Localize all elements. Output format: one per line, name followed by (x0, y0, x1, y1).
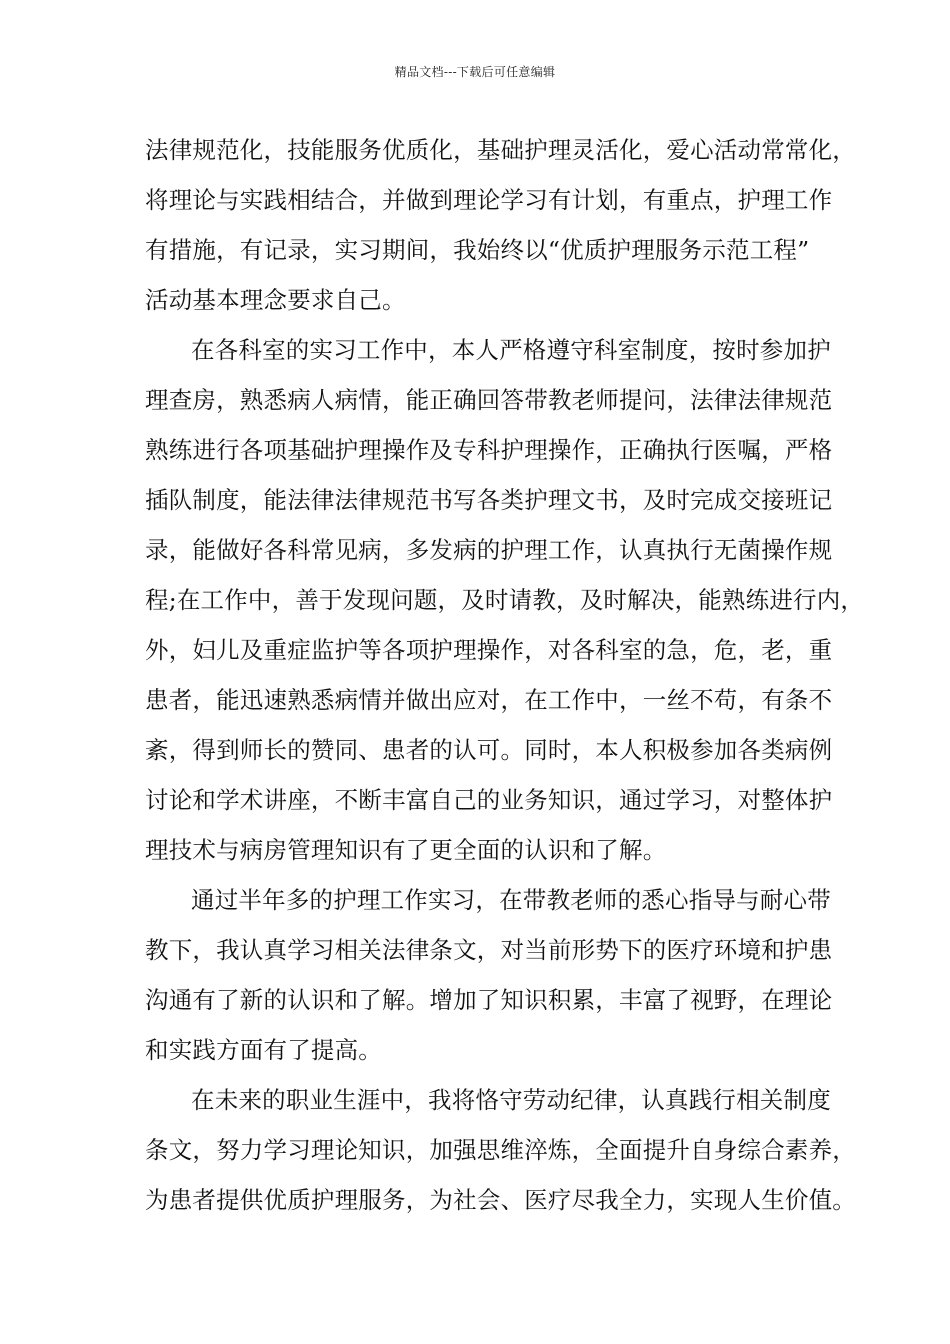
text-line: 法律规范化，技能服务优质化，基础护理灵活化，爱心活动常常化， (145, 136, 856, 164)
text-line: 程;在工作中，善于发现问题，及时请教，及时解决，能熟练进行内， (145, 586, 865, 614)
text-line: 紊，得到师长的赞同、患者的认可。同时，本人积极参加各类病例 (145, 736, 833, 764)
text-line: 理查房，熟悉病人病情，能正确回答带教老师提问，法律法律规范 (145, 386, 833, 414)
text-line: 教下，我认真学习相关法律条文，对当前形势下的医疗环境和护患 (145, 936, 833, 964)
text-line: 活动基本理念要求自己。 (145, 286, 406, 314)
text-line: 和实践方面有了提高。 (145, 1036, 382, 1064)
text-line: 讨论和学术讲座，不断丰富自己的业务知识，通过学习，对整体护 (145, 786, 833, 814)
text-line: 理技术与病房管理知识有了更全面的认识和了解。 (145, 836, 667, 864)
paragraph-first-line: 在各科室的实习工作中，本人严格遵守科室制度，按时参加护 (191, 336, 831, 364)
text-line: 将理论与实践相结合，并做到理论学习有计划，有重点，护理工作 (145, 186, 833, 214)
text-line: 外，妇儿及重症监护等各项护理操作，对各科室的急，危，老，重 (145, 636, 833, 664)
text-line: 沟通有了新的认识和了解。增加了知识积累，丰富了视野，在理论 (145, 986, 833, 1014)
text-line: 录，能做好各科常见病，多发病的护理工作，认真执行无菌操作规 (145, 536, 833, 564)
text-line: 条文，努力学习理论知识，加强思维淬炼，全面提升自身综合素养， (145, 1136, 856, 1164)
paragraph-first-line: 在未来的职业生涯中，我将恪守劳动纪律，认真践行相关制度 (191, 1086, 831, 1114)
text-line: 有措施，有记录，实习期间，我始终以“优质护理服务示范工程” (145, 236, 810, 264)
text-line: 为患者提供优质护理服务，为社会、医疗尽我全力，实现人生价值。 (145, 1186, 856, 1214)
paragraph-first-line: 通过半年多的护理工作实习，在带教老师的悉心指导与耐心带 (191, 886, 831, 914)
text-line: 患者，能迅速熟悉病情并做出应对，在工作中，一丝不苟，有条不 (145, 686, 833, 714)
text-line: 熟练进行各项基础护理操作及专科护理操作，正确执行医嘱，严格 (145, 436, 833, 464)
text-line: 插队制度，能法律法律规范书写各类护理文书，及时完成交接班记 (145, 486, 833, 514)
document-body (145, 125, 865, 1225)
page-header: 精品文档---下载后可任意编辑 (394, 65, 556, 79)
